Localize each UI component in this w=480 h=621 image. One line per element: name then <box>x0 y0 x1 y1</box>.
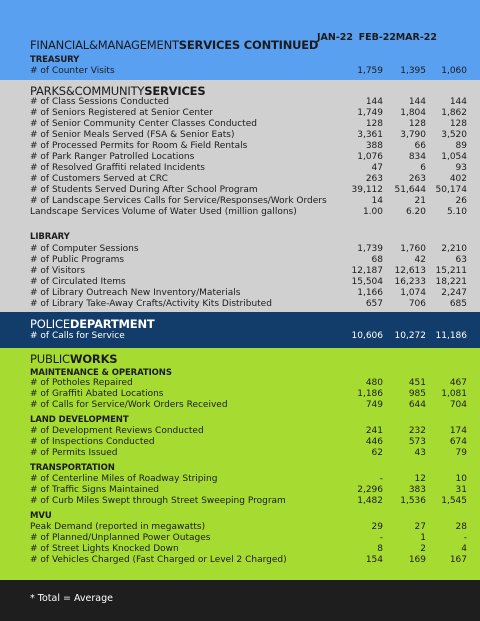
footer-section <box>0 580 480 621</box>
maintenance-subheading: MAINTENANCE & OPERATIONS <box>30 368 172 378</box>
column-header-jan: JAN-22 <box>316 32 353 43</box>
table-row: # of Circulated Items 15,504 16,233 18,221 <box>30 277 467 287</box>
table-row: # of Library Outreach New Inventory/Materials 1,166 1,074 2,247 <box>30 288 467 298</box>
financial-section <box>0 0 480 80</box>
table-row: # of Calls for Service/Work Orders Received 749 644 704 <box>30 400 467 410</box>
table-row: # of Senior Community Center Classes Conducted 128 128 128 <box>30 119 467 129</box>
table-row: # of Inspections Conducted 446 573 674 <box>30 437 467 447</box>
table-row: # of Permits Issued 62 43 79 <box>30 448 467 458</box>
parks-section <box>0 80 480 312</box>
footnote: * Total = Average <box>30 593 113 604</box>
column-header-mar: MAR-22 <box>395 32 437 43</box>
table-row: Landscape Services Volume of Water Used (million gallons) 1.00 6.20 5.10 <box>30 207 467 217</box>
table-row: # of Customers Served at CRC 263 263 402 <box>30 174 467 184</box>
table-row: # of Computer Sessions 1,739 1,760 2,210 <box>30 244 467 254</box>
police-heading: POLICEDEPARTMENT <box>30 317 155 331</box>
treasury-subheading: TREASURY <box>30 55 80 65</box>
table-row: Peak Demand (reported in megawatts) 29 27 28 <box>30 522 467 532</box>
police-section <box>0 312 480 348</box>
table-row: # of Resolved Graffiti related Incidents 47 6 93 <box>30 163 467 173</box>
library-subheading: LIBRARY <box>30 232 70 242</box>
land-development-subheading: LAND DEVELOPMENT <box>30 415 129 425</box>
table-row: # of Processed Permits for Room & Field Rentals 388 66 89 <box>30 141 467 151</box>
table-row: # of Class Sessions Conducted 144 144 144 <box>30 97 467 107</box>
column-header-feb: FEB-22 <box>358 32 396 43</box>
table-row: # of Park Ranger Patrolled Locations 1,076 834 1,054 <box>30 152 467 162</box>
table-row: # of Library Take-Away Crafts/Activity Kits Distributed 657 706 685 <box>30 299 467 309</box>
table-row: # of Public Programs 68 42 63 <box>30 255 467 265</box>
table-row: # of Visitors 12,187 12,613 15,211 <box>30 266 467 276</box>
table-row: # of Seniors Registered at Senior Center 1,749 1,804 1,862 <box>30 108 467 118</box>
table-row: # of Development Reviews Conducted 241 232 174 <box>30 426 467 436</box>
table-row: # of Traffic Signs Maintained 2,296 383 31 <box>30 485 467 495</box>
table-row: # of Curb Miles Swept through Street Sweeping Program 1,482 1,536 1,545 <box>30 496 467 506</box>
table-row: # of Potholes Repaired 480 451 467 <box>30 378 467 388</box>
table-row: # of Calls for Service 10,606 10,272 11,186 <box>30 331 467 341</box>
publicworks-heading: PUBLICWORKS <box>30 352 118 366</box>
table-row: # of Street Lights Knocked Down 8 2 4 <box>30 544 467 554</box>
transportation-subheading: TRANSPORTATION <box>30 463 115 473</box>
mvu-subheading: MVU <box>30 511 52 521</box>
table-row: # of Counter Visits 1,759 1,395 1,060 <box>30 66 467 76</box>
table-row: # of Planned/Unplanned Power Outages - 1 - <box>30 533 467 543</box>
table-row: # of Students Served During After School Program 39,112 51,644 50,174 <box>30 185 467 195</box>
table-row: # of Landscape Services Calls for Service/Responses/Work Orders 14 21 26 <box>30 196 467 206</box>
table-row: # of Centerline Miles of Roadway Striping - 12 10 <box>30 474 467 484</box>
table-row: # of Vehicles Charged (Fast Charged or Level 2 Charged) 154 169 167 <box>30 555 467 565</box>
table-row: # of Senior Meals Served (FSA & Senior Eats) 3,361 3,790 3,520 <box>30 130 467 140</box>
publicworks-section <box>0 348 480 580</box>
parks-heading: PARKS&COMMUNITYSERVICES <box>30 84 206 98</box>
table-row: # of Graffiti Abated Locations 1,186 985 1,081 <box>30 389 467 399</box>
financial-heading: FINANCIAL&MANAGEMENTSERVICES CONTINUED <box>30 38 319 52</box>
